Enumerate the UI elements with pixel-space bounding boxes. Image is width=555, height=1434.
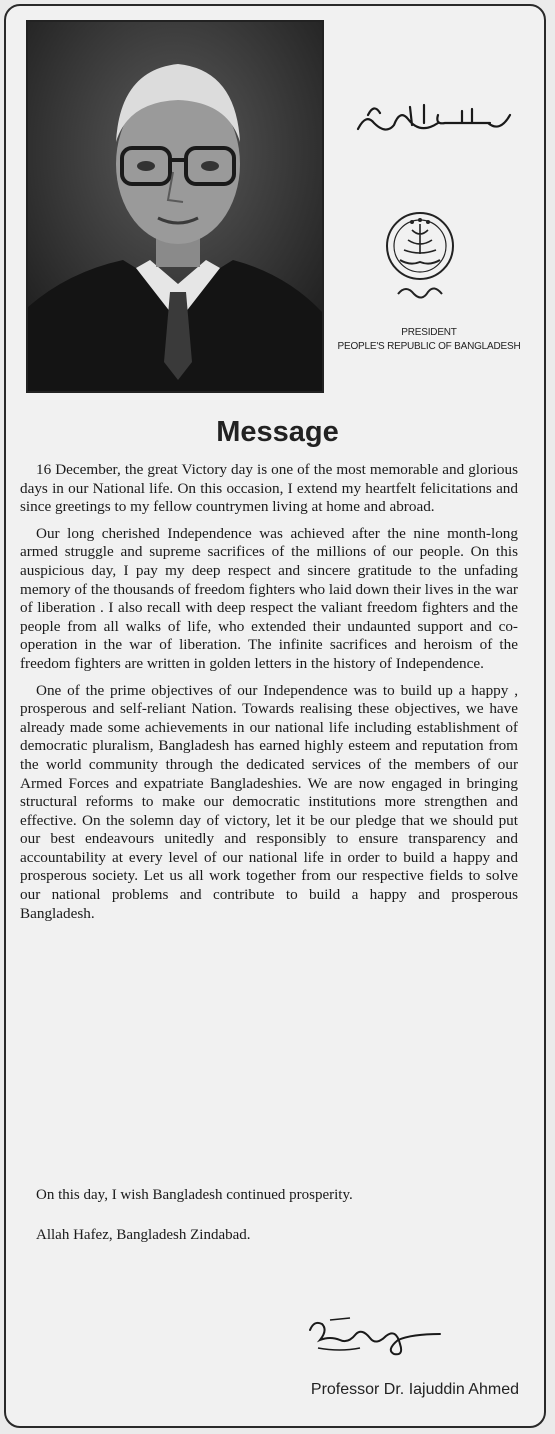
calligraphy-image — [350, 95, 520, 145]
message-paragraph-3: One of the prime objectives of our Independence was to build up a happy , prosperous and self-reliant Nation. Towards realising these objectives, we have already made some achievements in our national life including establishment of democratic pluralism, Bangladesh has earned highly esteem and reputation from the world community through the dedicated services of the members of our Armed Forces and expatriate Bangladeshies. We are now engaged in bringing structural reforms to make our democratic institutions more strengthen and effective. On the solemn day of victory, let it be our pledge that we should put our best endeavours unitedly and responsibly to ensure transparency and accountability at every level of our national life in order to build a happy and prosperous society. Let us all work together from our respective fields to solve our national problems and contribute to build a happy and prosperous Bangladesh. — [20, 681, 518, 922]
emblem-seal — [384, 210, 456, 310]
message-paragraph-1: 16 December, the great Victory day is one of the most memorable and glorious days in our National life. On this occasion, I extend my heartfelt felicitations and since greetings to my fellow countrymen living at home and abroad. — [20, 461, 518, 516]
president-title-line2: PEOPLE'S REPUBLIC OF BANGLADESH — [337, 341, 521, 352]
president-title — [334, 326, 524, 354]
message-heading: Message — [216, 416, 339, 448]
closing-salute: Allah Hafez, Bangladesh Zindabad. — [36, 1227, 251, 1243]
message-paragraph-2: Our long cherished Independence was achieved after the nine month-long armed struggle and supreme sacrifices of the millions of our people. On this auspicious day, I pay my deep respect and sincere gratitude to the unfading memory of the thousands of freedom fighters who laid down their lives in the war of liberation . I also recall with deep respect the valiant freedom fighters and the people from all walks of life, who extended their undaunted support and co-operation in the war of liberation. The infinite sacrifices and heroism of the freedom fighters are written in golden letters in the history of Independence. — [20, 524, 518, 672]
signer-name: Professor Dr. Iajuddin Ahmed — [310, 1381, 519, 1398]
message-body — [20, 461, 518, 931]
closing-wish: On this day, I wish Bangladesh continued prosperity. — [36, 1187, 353, 1203]
president-title-line1: PRESIDENT — [401, 327, 457, 338]
signature-image — [300, 1310, 450, 1370]
portrait-photo — [26, 20, 324, 393]
